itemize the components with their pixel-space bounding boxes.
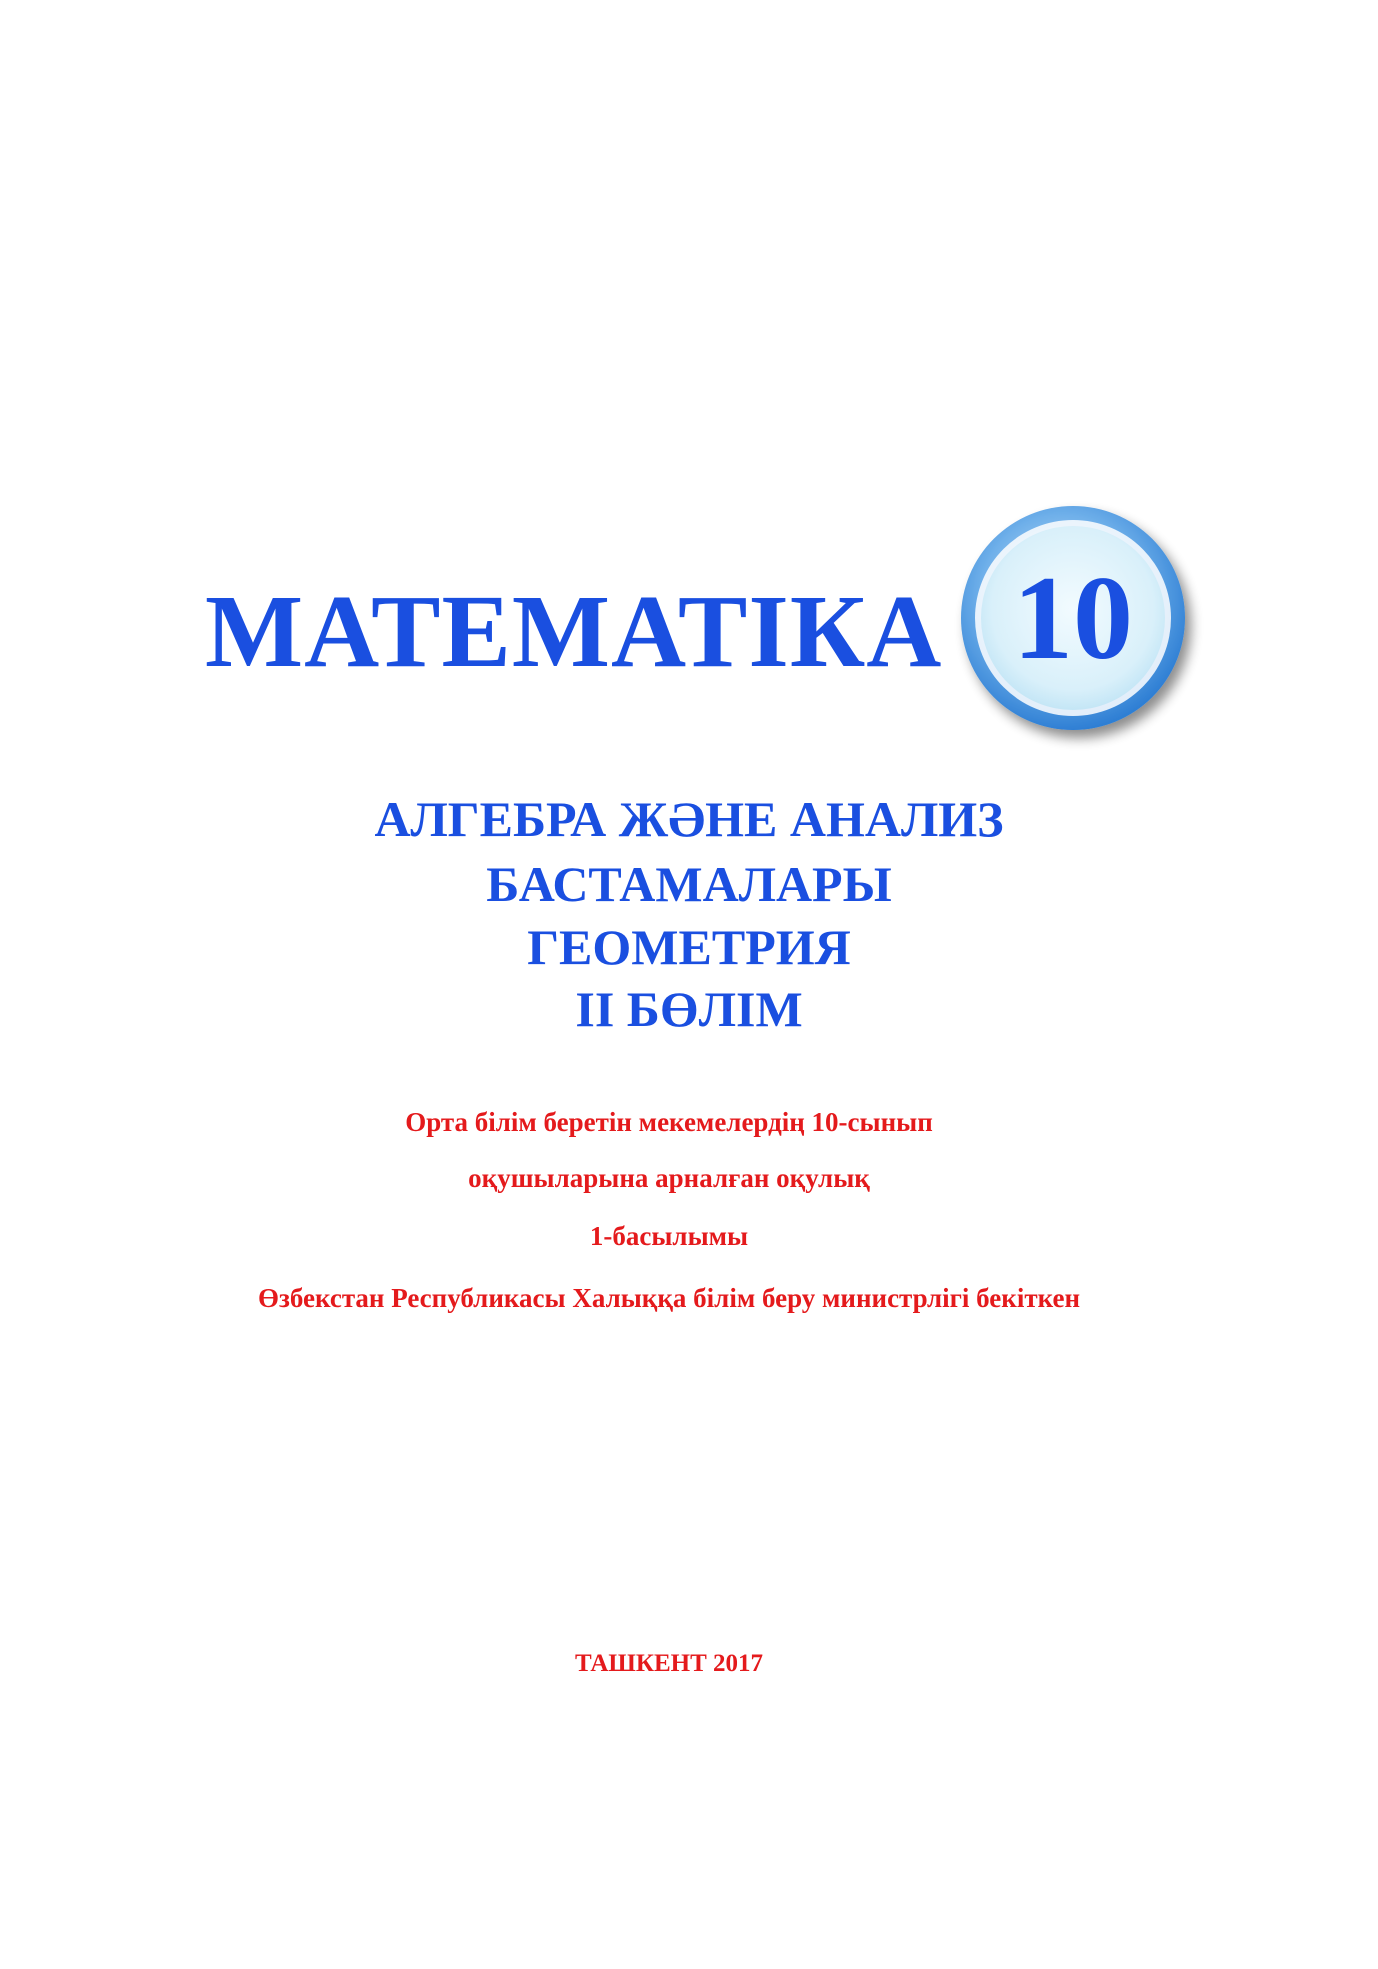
grade-number: 10 bbox=[1013, 551, 1133, 684]
city-year: ТАШКЕНТ 2017 bbox=[574, 1650, 764, 1677]
grade-badge bbox=[945, 490, 1215, 760]
book-title: МАТЕМАТІКА bbox=[205, 574, 943, 689]
subtitle-line-4: ІІ БӨЛІМ bbox=[575, 981, 803, 1037]
subtitle-line-1: АЛГЕБРА ЖӘНЕ АНАЛИЗ bbox=[374, 791, 1004, 847]
subtitle-line-3: ГЕОМЕТРИЯ bbox=[527, 919, 851, 975]
approval-statement: Өзбекстан Республикасы Халыққа білім беру министрлігі бекіткен bbox=[257, 1283, 1081, 1313]
subtitle-line-2: БАСТАМАЛАРЫ bbox=[486, 856, 892, 912]
description-line-2: оқушыларына арналған оқулық bbox=[468, 1163, 870, 1193]
description-line-1: Орта білім беретін мекемелердің 10-сынып bbox=[405, 1107, 933, 1137]
edition-label: 1-басылымы bbox=[589, 1221, 749, 1251]
